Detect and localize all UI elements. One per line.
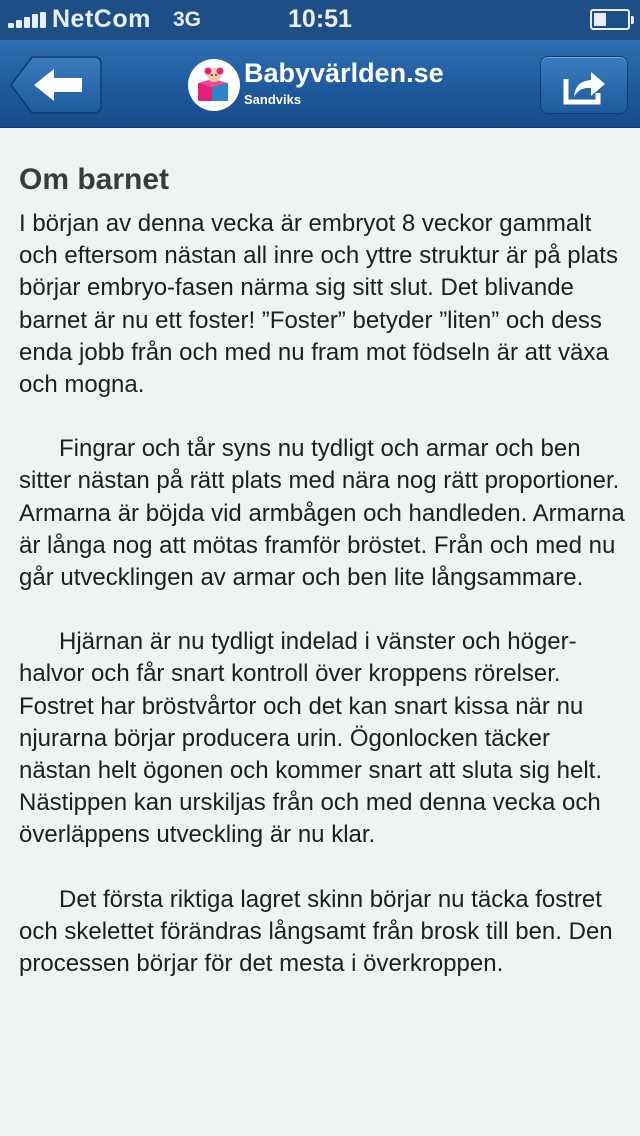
share-icon (563, 67, 607, 105)
battery-icon (590, 9, 630, 30)
article-heading: Om barnet (19, 163, 170, 196)
status-bar (0, 0, 640, 40)
article-paragraph: Det första riktiga lagret skinn börjar nu täcka fostret och skelettet förändras långsamt från brosk till ben. Den processen börjar för det mesta i överkroppen. (19, 885, 613, 978)
article-paragraph: I början av denna vecka är embryot 8 veckor gammalt och eftersom nästan all inre och yttre struktur är på plats börjar embryo-fasen närma sig sitt slut. Det blivande barnet är nu ett foster! ”Foster” betyder ”liten” och dess enda jobb från och med nu fram mot födseln är att växa och mogna. (19, 210, 618, 399)
navigation-bar (0, 40, 640, 128)
back-button[interactable] (10, 56, 102, 114)
article-paragraph: Hjärnan är nu tydligt indelad i vänster och höger-halvor och får snart kontroll över kroppens rörelser. Fostret har bröstvårtor och det kan snart kissa när nu njurarna börjar producera urin. Ögonlocken täcker nästan helt ögonen och kommer snart att sluta sig helt. Nästippen kan urskiljas från och med denna vecka och överläppens utveckling är nu klar. (19, 628, 602, 849)
brand-name: Babyvärlden.se (244, 58, 444, 88)
network-type: 3G (173, 8, 202, 31)
arrow-left-icon (10, 56, 102, 114)
babyvarlden-logo (188, 59, 240, 111)
brand-subtitle: Sandviks (244, 92, 302, 107)
brand-header (188, 56, 458, 116)
article-paragraph: Fingrar och tår syns nu tydligt och armar och ben sitter nästan på rätt plats med nära nog rätt proportioner. Armarna är böjda vid armbågen och handleden. Armarna är långa nog att mötas framför bröstet. Från och med nu går utvecklingen av armar och ben lite långsammare. (19, 435, 625, 592)
article-content (19, 162, 627, 1012)
carrier-name: NetCom (52, 5, 151, 33)
clock: 10:51 (288, 5, 352, 33)
share-button[interactable] (540, 56, 628, 114)
